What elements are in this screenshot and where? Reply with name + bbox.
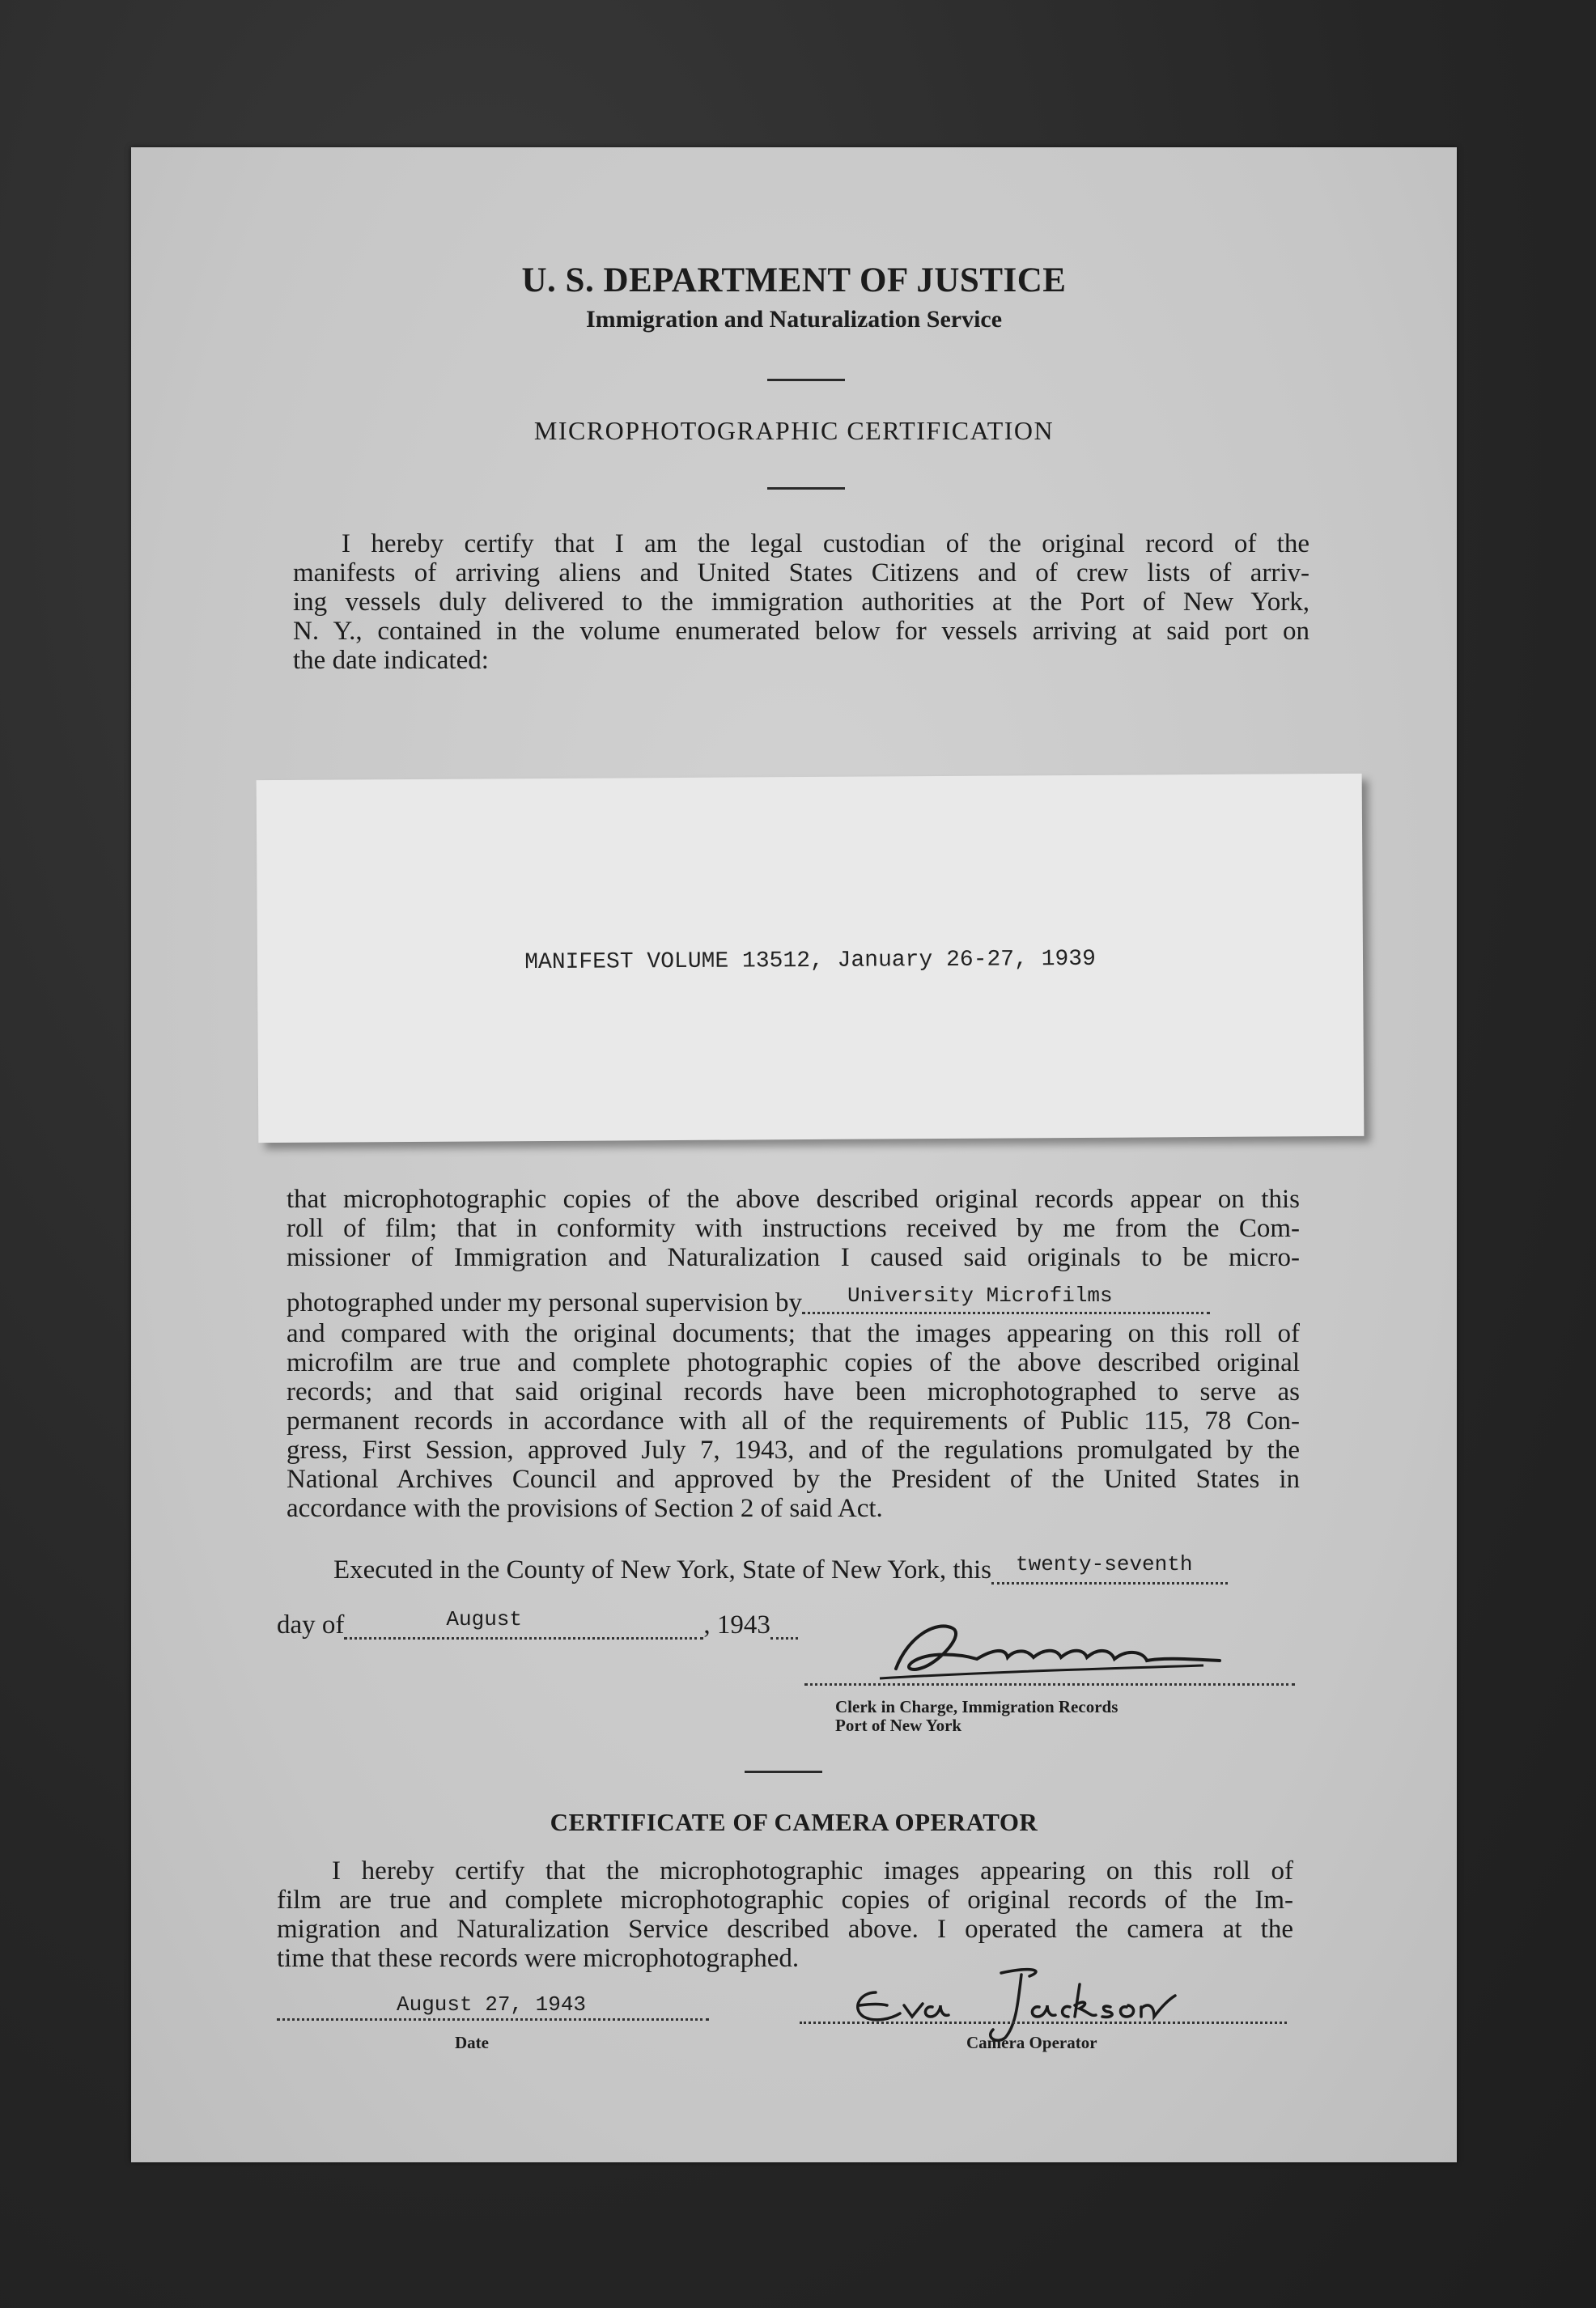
- text-line: and compared with the original documents; that the images appearing on this roll of: [287, 1319, 1300, 1348]
- text-line: roll of film; that in conformity with instructions received by me from the Com-: [287, 1214, 1300, 1243]
- service-subtitle: Immigration and Naturalization Service: [585, 306, 1003, 333]
- department-title: U. S. DEPARTMENT OF JUSTICE: [521, 261, 1067, 299]
- month-value: August: [446, 1607, 523, 1631]
- certificate-page: [131, 147, 1457, 2162]
- text-line: I hereby certify that I am the legal custodian of the original record of the: [342, 529, 1309, 558]
- clerk-title-line-1: Clerk in Charge, Immigration Records: [835, 1697, 1118, 1716]
- date-value: August 27, 1943: [397, 1992, 587, 2017]
- clerk-signature: [864, 1612, 1236, 1685]
- divider: [767, 487, 845, 490]
- camera-paragraph: [277, 1856, 1293, 1973]
- certification-heading: MICROPHOTOGRAPHIC CERTIFICATION: [533, 416, 1055, 445]
- text-line: gress, First Session, approved July 7, 1943, and of the regulations promulgated by the: [287, 1436, 1300, 1465]
- manifest-volume-text: MANIFEST VOLUME 13512, January 26-27, 1939: [524, 946, 1096, 976]
- text-line: that microphotographic copies of the above described original records appear on this: [287, 1185, 1300, 1214]
- executed-line: [333, 1552, 1228, 1585]
- divider: [745, 1771, 822, 1773]
- text-line: the date indicated:: [293, 646, 489, 675]
- intro-paragraph: [293, 529, 1309, 675]
- operator-signature-line: [800, 2022, 1287, 2024]
- year-trailing-dots: [770, 1613, 798, 1640]
- date-caption: Date: [455, 2033, 489, 2052]
- text-line: N. Y., contained in the volume enumerated below for vessels arriving at said port on: [293, 617, 1309, 646]
- text-line: I hereby certify that the microphotographic images appearing on this roll of: [332, 1856, 1293, 1886]
- executed-day-field: [991, 1552, 1228, 1585]
- clerk-title: [835, 1698, 1118, 1735]
- day-of-line: [277, 1607, 798, 1640]
- date-line: [277, 2018, 709, 2021]
- camera-certificate-heading: CERTIFICATE OF CAMERA OPERATOR: [550, 1808, 1038, 1836]
- clerk-signature-line: [804, 1683, 1295, 1686]
- clerk-title-line-2: Port of New York: [835, 1716, 962, 1735]
- text-line: migration and Naturalization Service described above. I operated the camera at the: [277, 1915, 1293, 1944]
- text-line: accordance with the provisions of Section 2 of said Act.: [287, 1494, 883, 1523]
- body-paragraph-a: [287, 1185, 1300, 1272]
- text-line: time that these records were microphotographed.: [277, 1944, 800, 1973]
- body-paragraph-b: [287, 1319, 1300, 1523]
- day-of-prefix: day of: [277, 1610, 345, 1640]
- text-line: permanent records in accordance with all of the requirements of Public 115, 78 Con-: [287, 1406, 1300, 1436]
- text-line: microfilm are true and complete photographic copies of the above described original: [287, 1348, 1300, 1377]
- executed-prefix: Executed in the County of New York, State of New York, this: [333, 1555, 992, 1585]
- year-value: , 1943: [703, 1610, 770, 1640]
- operator-caption: Camera Operator: [966, 2033, 1097, 2052]
- text-line: ing vessels duly delivered to the immigration authorities at the Port of New York,: [293, 588, 1309, 617]
- text-line: National Archives Council and approved by the President of the United States in: [287, 1465, 1300, 1494]
- text-line: records; and that said original records have been microphotographed to serve as: [287, 1377, 1300, 1406]
- supervision-prefix: photographed under my personal supervision by: [287, 1288, 802, 1317]
- supervisor-field: [802, 1283, 1210, 1314]
- text-line: manifests of arriving aliens and United States Citizens and of crew lists of arriv-: [293, 558, 1309, 588]
- supervisor-value: University Microfilms: [847, 1283, 1113, 1308]
- manifest-insert-slip: [257, 774, 1365, 1143]
- divider: [767, 379, 845, 381]
- text-line: film are true and complete microphotographic copies of original records of the Im-: [277, 1886, 1293, 1915]
- text-line: missioner of Immigration and Naturalization I caused said originals to be micro-: [287, 1243, 1300, 1272]
- supervision-line: [287, 1283, 1300, 1317]
- month-field: [344, 1607, 703, 1640]
- executed-day-value: twenty-seventh: [1016, 1552, 1193, 1576]
